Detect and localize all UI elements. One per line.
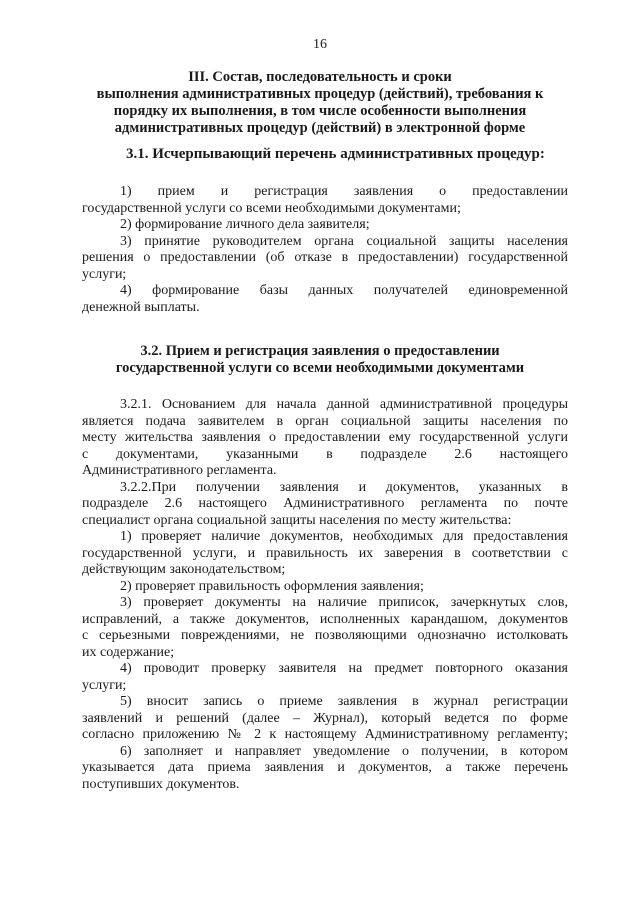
text-line: 2) проверяет правильность оформления заявления; [120, 578, 424, 594]
text-line: 3.2.1. Основанием для начала данной административной процедуры [120, 397, 568, 412]
text-line: является подача заявителем в орган социальной защиты населения по [82, 413, 568, 429]
text-line: заявлений и решений (далее – Журнал), который ведется по форме [82, 710, 568, 726]
text-line: услуги; [82, 677, 127, 693]
text-line: решения о предоставлении (об отказе в предоставлении) государственной [82, 250, 568, 265]
text-line: денежной выплаты. [82, 299, 200, 315]
text-line: действующим законодательством; [82, 562, 286, 577]
subsection-heading-3-1: 3.1. Исчерпывающий перечень административных процедур: [126, 146, 545, 162]
section-heading [0, 69, 640, 137]
text-line: поступивших документов. [82, 776, 240, 792]
text-line: месту жительства заявления о предоставлении ему государственной услуги [82, 430, 568, 445]
text-line: 4) проводит проверку заявителя на предмет повторного оказания [120, 661, 568, 676]
heading-line: 3.2. Прием и регистрация заявления о предоставлении [140, 343, 500, 359]
heading-line: выполнения административных процедур (действий), требования к [96, 86, 544, 102]
text-line: 5) вносит запись о приеме заявления в журнал регистрации [120, 694, 568, 709]
text-line: Административного регламента. [82, 463, 277, 478]
page-number: 16 [313, 37, 327, 52]
procedures-list [82, 184, 568, 316]
text-line: 3) проверяет документы на наличие приписок, зачеркнутых слов, [120, 595, 568, 610]
heading-line: III. Состав, последовательность и сроки [188, 69, 452, 85]
heading-line: порядку их выполнения, в том числе особенности выполнения [113, 103, 527, 119]
text-line: с документами, указанными в подразделе 2.6 настоящего [82, 446, 568, 462]
text-line: 3) принятие руководителем органа социальной защиты населения [120, 233, 568, 249]
text-line: с серьезными повреждениями, не позволяющими однозначно истолковать [82, 628, 568, 643]
text-line: 2) формирование личного дела заявителя; [120, 217, 370, 232]
subsection-heading-3-2 [0, 343, 640, 377]
text-line: 4) формирование базы данных получателей единовременной [120, 283, 568, 298]
text-line: специалист органа социальной защиты населения по месту жительства: [82, 512, 512, 528]
text-line: указывается дата приема заявления и документов, а также перечень [82, 760, 568, 775]
text-line: 1) проверяет наличие документов, необходимых для предоставления [120, 529, 568, 544]
text-line: государственной услуги со всеми необходимыми документами; [82, 200, 461, 216]
text-line: 6) заполняет и направляет уведомление о получении, в котором [120, 743, 568, 759]
text-line: подразделе 2.6 настоящего Административного регламента по почте [82, 496, 568, 511]
text-line: 1) прием и регистрация заявления о предоставлении [120, 184, 568, 199]
text-line: исправлений, а также документов, исполненных карандашом, документов [82, 611, 568, 627]
text-line: их содержание; [82, 644, 175, 660]
text-line: согласно приложению № 2 к настоящему Административному регламенту; [82, 727, 568, 742]
text-line: 3.2.2.При получении заявления и документов, указанных в [120, 479, 568, 495]
heading-line: государственной услуги со всеми необходимыми документами [115, 360, 525, 376]
text-line: государственной услуги, и правильность их заверения в соответствии с [82, 545, 568, 561]
procedure-description [82, 397, 568, 793]
text-line: услуги; [82, 266, 127, 282]
heading-line: административных процедур (действий) в электронной форме [114, 120, 526, 136]
